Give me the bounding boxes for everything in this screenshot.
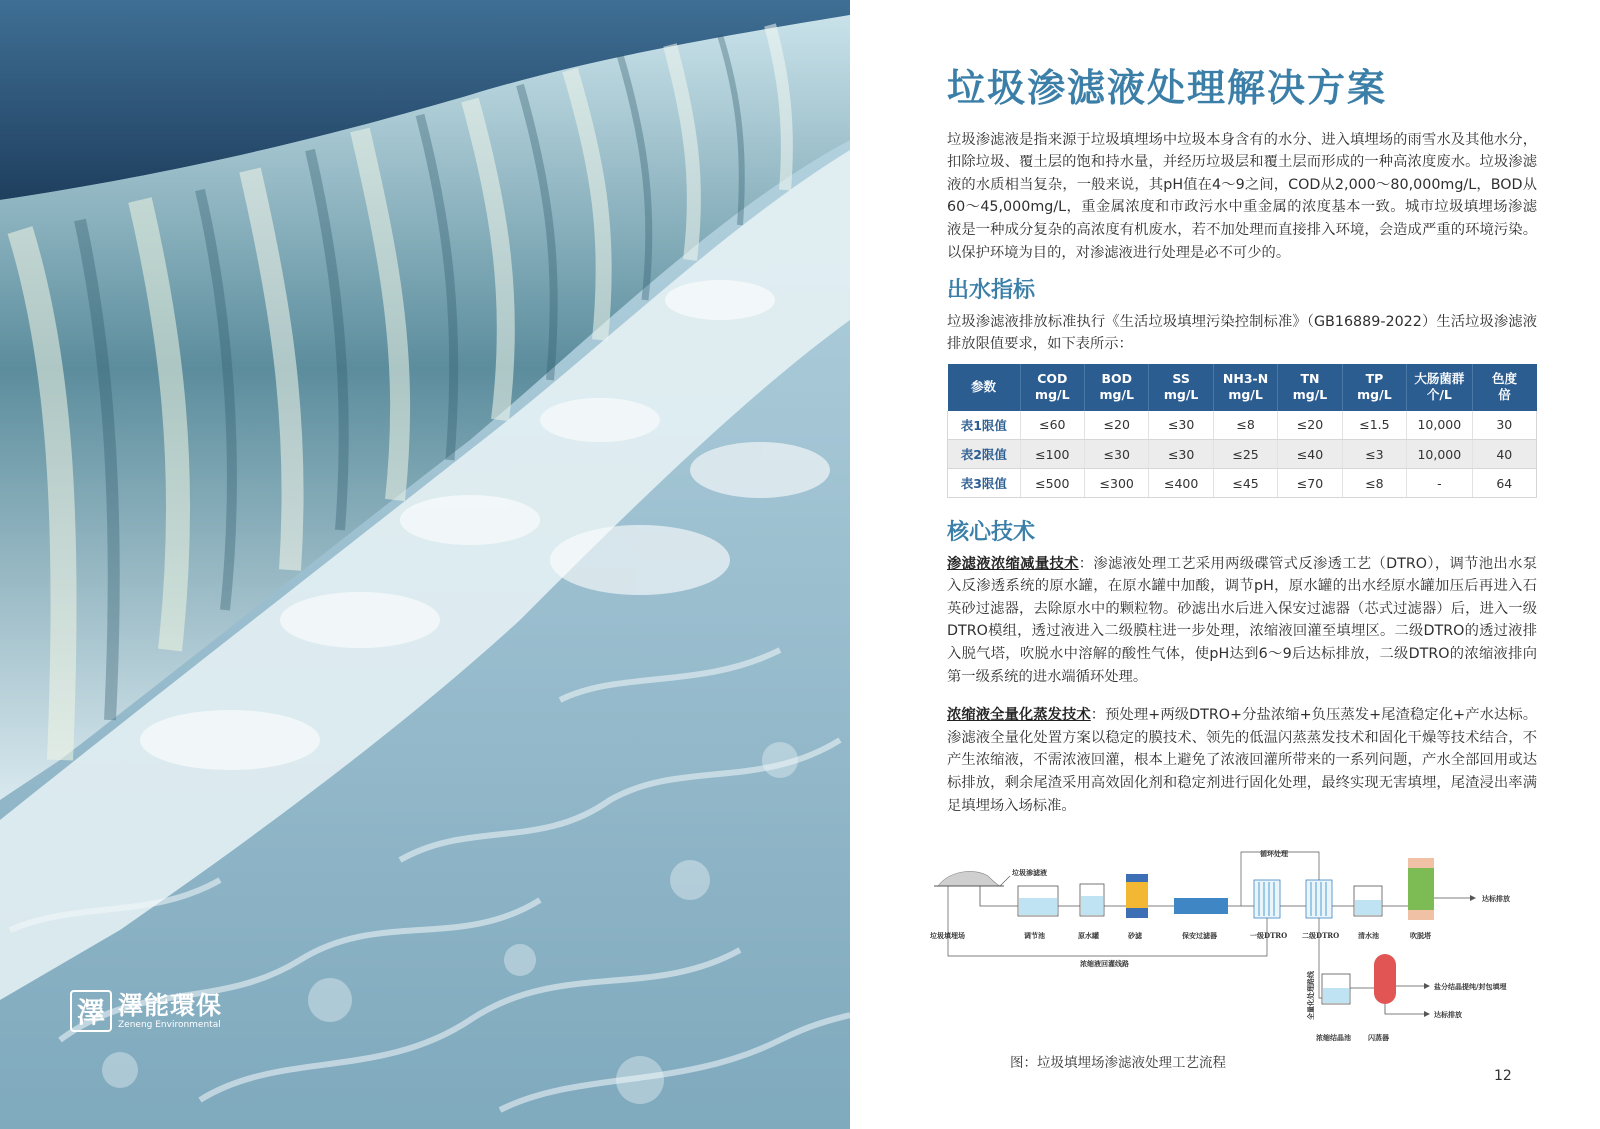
degas-tower-top — [1408, 858, 1434, 868]
flow-line — [980, 886, 1018, 906]
label-dtro2: 二级DTRO — [1302, 931, 1340, 940]
table-header-cell — [948, 364, 1021, 411]
table-body — [948, 411, 1537, 498]
label-full-line: 全量化处理路线 — [1306, 971, 1315, 1020]
table-header-text: mg/L — [1292, 387, 1328, 403]
table-header-text: mg/L — [1163, 387, 1199, 403]
clear-tank-water — [1355, 900, 1381, 915]
core-tech-body: ：渗滤液处理工艺采用两级碟管式反渗透工艺（DTRO），调节池出水泵入反渗透系统的原水罐，在原水罐中加酸，调节pH，原水罐的出水经原水罐加压后再进入石英砂过滤器，去除原水中的颗粒物。砂滤出水后进入保安过滤器（芯式过滤器）后，进入一级DTRO模组，透过液进入二级膜柱进一步处理，浓缩液回灌至填埋区。二级DTRO的透过液排入脱气塔，吹脱水中溶解的酸性气体，使pH达到6～9后达标排放，二级DTRO的浓缩液排向第一级系统的进水端循环处理。 — [947, 555, 1538, 685]
table-header-text: mg/L — [1099, 387, 1134, 403]
label-landfill: 垃圾填埋场 — [930, 931, 965, 940]
page-title: 垃圾渗滤液处理解决方案 — [947, 66, 1388, 110]
table-cell: ≤300 — [1085, 469, 1149, 498]
core-tech-item — [947, 553, 1537, 689]
brand-name-en: Zeneng Environmental — [118, 1019, 221, 1030]
flow-line — [1385, 1004, 1424, 1014]
brand-logo-mark: 澤 — [70, 990, 112, 1032]
label-sand: 砂滤 — [1128, 931, 1142, 940]
table-cell: 64 — [1472, 469, 1536, 498]
label-raw-tank: 原水罐 — [1078, 931, 1099, 940]
flash-evaporator-icon — [1374, 954, 1396, 1004]
table-header-text: mg/L — [1357, 387, 1392, 403]
table-cell: ≤1.5 — [1342, 411, 1406, 440]
table-cell: ≤400 — [1149, 469, 1213, 498]
degas-tower-bottom — [1408, 910, 1434, 920]
table-header-cell — [1278, 364, 1342, 411]
table-row — [948, 411, 1537, 440]
table-header-cell — [1149, 364, 1213, 411]
effluent-standards-table — [947, 364, 1537, 499]
figure-caption: 图：垃圾填埋场渗滤液处理工艺流程 — [1010, 1055, 1226, 1071]
full-treatment-line — [1319, 918, 1322, 998]
table-cell: ≤45 — [1213, 469, 1277, 498]
page-number: 12 — [1494, 1068, 1512, 1084]
label-dtro1: 一级DTRO — [1250, 931, 1288, 940]
table-cell: ≤25 — [1213, 440, 1277, 469]
adjust-tank-water — [1019, 898, 1057, 915]
core-tech-body: ：预处理+两级DTRO+分盐浓缩+负压蒸发+尾渣稳定化+产水达标。渗滤液全量化处置方案以稳定的膜技术、领先的低温闪蒸蒸发技术和固化干燥等技术结合，不产生浓缩液，不需浓液回灌，根本上避免了浓液回灌所带来的一系列问题，产水全部回用或达标排放，剩余尾渣采用高效固化剂和稳定剂进行固化处理，最终实现无害填埋，尾渣浸出率满足填埋场入场标准。 — [947, 707, 1537, 814]
table-header-text: 色度 — [1492, 370, 1518, 386]
table-header-text: 大肠菌群 — [1414, 370, 1465, 386]
raw-tank-water — [1081, 896, 1103, 915]
table-cell: 10,000 — [1407, 440, 1472, 469]
table-cell: ≤60 — [1020, 411, 1084, 440]
table-cell: 40 — [1472, 440, 1536, 469]
table-header-text: SS — [1172, 370, 1190, 386]
landfill-heap-icon — [938, 871, 1000, 886]
label-discharge: 达标排放 — [1482, 894, 1510, 903]
process-flow-diagram — [930, 848, 1560, 1053]
table-cell: ≤70 — [1278, 469, 1342, 498]
table-header-cell — [1020, 364, 1084, 411]
core-tech-lead: 浓缩液全量化蒸发技术 — [947, 707, 1091, 724]
table-cell: ≤30 — [1085, 440, 1149, 469]
label-salt: 盐分结晶提纯/封包填埋 — [1434, 982, 1507, 991]
table-header-text: mg/L — [1035, 387, 1070, 403]
dtro2-icon — [1306, 880, 1332, 918]
crystal-tank-water — [1323, 988, 1349, 1003]
arrow-icon — [1470, 895, 1476, 901]
label-clear-tank: 清水池 — [1358, 931, 1379, 940]
table-cell: ≤500 — [1020, 469, 1084, 498]
dtro1-icon — [1254, 880, 1280, 918]
effluent-paragraph: 垃圾渗滤液排放标准执行《生活垃圾填埋污染控制标准》（GB16889-2022）生活垃圾渗滤液排放限值要求，如下表所示： — [947, 313, 1537, 353]
table-header-cell — [1085, 364, 1149, 411]
label-return-line: 浓缩液回灌线路 — [1080, 959, 1129, 968]
table-header-cell — [1472, 364, 1536, 411]
table-header-text: 参数 — [971, 379, 997, 395]
table-row — [948, 440, 1537, 469]
arrow-icon — [1424, 1011, 1430, 1017]
table-header-cell — [1213, 364, 1277, 411]
arrow-icon — [1424, 983, 1430, 989]
leader-line — [1000, 876, 1010, 886]
brand-logo — [70, 990, 222, 1032]
table-row-header: 表3限值 — [948, 469, 1021, 498]
table-row-header: 表2限值 — [948, 440, 1021, 469]
table-cell: ≤20 — [1278, 411, 1342, 440]
section-heading-core: 核心技术 — [947, 520, 1036, 546]
table-cell: 10,000 — [1407, 411, 1472, 440]
return-line — [948, 886, 1267, 956]
table-row-header: 表1限值 — [948, 411, 1021, 440]
table-header-text: NH3-N — [1222, 370, 1269, 386]
page-content — [947, 66, 1537, 817]
sand-filter-media — [1126, 882, 1148, 908]
table-cell: ≤3 — [1342, 440, 1406, 469]
label-crystal-tank: 浓缩结晶池 — [1316, 1033, 1351, 1042]
table-header-cell — [1342, 364, 1406, 411]
label-degas: 吹脱塔 — [1410, 931, 1431, 940]
table-cell: ≤30 — [1149, 440, 1213, 469]
table-header-text: BOD — [1101, 370, 1132, 386]
brand-name-cn: 澤能環保 — [118, 990, 223, 1020]
table-cell: 30 — [1472, 411, 1536, 440]
table-header-text: TN — [1300, 370, 1320, 386]
table-header-cell — [1407, 364, 1472, 411]
table-cell: ≤8 — [1213, 411, 1277, 440]
label-discharge-2: 达标排放 — [1434, 1010, 1462, 1019]
table-header-text: 个/L — [1426, 387, 1452, 403]
table-cell: - — [1407, 469, 1472, 498]
table-header-text: TP — [1365, 370, 1384, 386]
core-tech-item — [947, 704, 1537, 817]
table-header-text: mg/L — [1228, 387, 1263, 403]
core-tech-lead: 渗滤液浓缩减量技术 — [947, 555, 1079, 572]
table-cell: ≤40 — [1278, 440, 1342, 469]
intro-paragraph: 垃圾渗滤液是指来源于垃圾填埋场中垃圾本身含有的水分、进入填埋场的雨雪水及其他水分，扣除垃圾、覆土层的饱和持水量，并经历垃圾层和覆土层而形成的一种高浓度废水。垃圾渗滤液的水质相当复杂，一般来说，其pH值在4～9之间，COD从2,000～80,000mg/L，BOD从60～45,000mg/L，重金属浓度和市政污水中重金属的浓度基本一致。城市垃圾填埋场渗滤液是一种成分复杂的高浓度有机废水，若不加处理而直接排入环境，会造成严重的环境污染。以保护环境为目的，对渗滤液进行处理是必不可少的。 — [947, 131, 1537, 261]
table-cell: ≤30 — [1149, 411, 1213, 440]
section-heading-effluent: 出水指标 — [947, 278, 1036, 304]
table-cell: ≤20 — [1085, 411, 1149, 440]
table-cell: ≤8 — [1342, 469, 1406, 498]
table-cell: ≤100 — [1020, 440, 1084, 469]
table-header-text: 倍 — [1498, 387, 1511, 403]
table-row — [948, 469, 1537, 498]
label-safety: 保安过滤器 — [1182, 931, 1217, 940]
label-recycle: 循环处理 — [1260, 849, 1288, 858]
label-flash: 闪蒸器 — [1368, 1033, 1389, 1042]
table-header-text: COD — [1037, 370, 1068, 386]
table-header-row — [948, 364, 1537, 411]
label-adjust-tank: 调节池 — [1024, 931, 1045, 940]
label-leachate: 垃圾渗滤液 — [1012, 868, 1047, 877]
safety-filter-icon — [1174, 898, 1228, 914]
